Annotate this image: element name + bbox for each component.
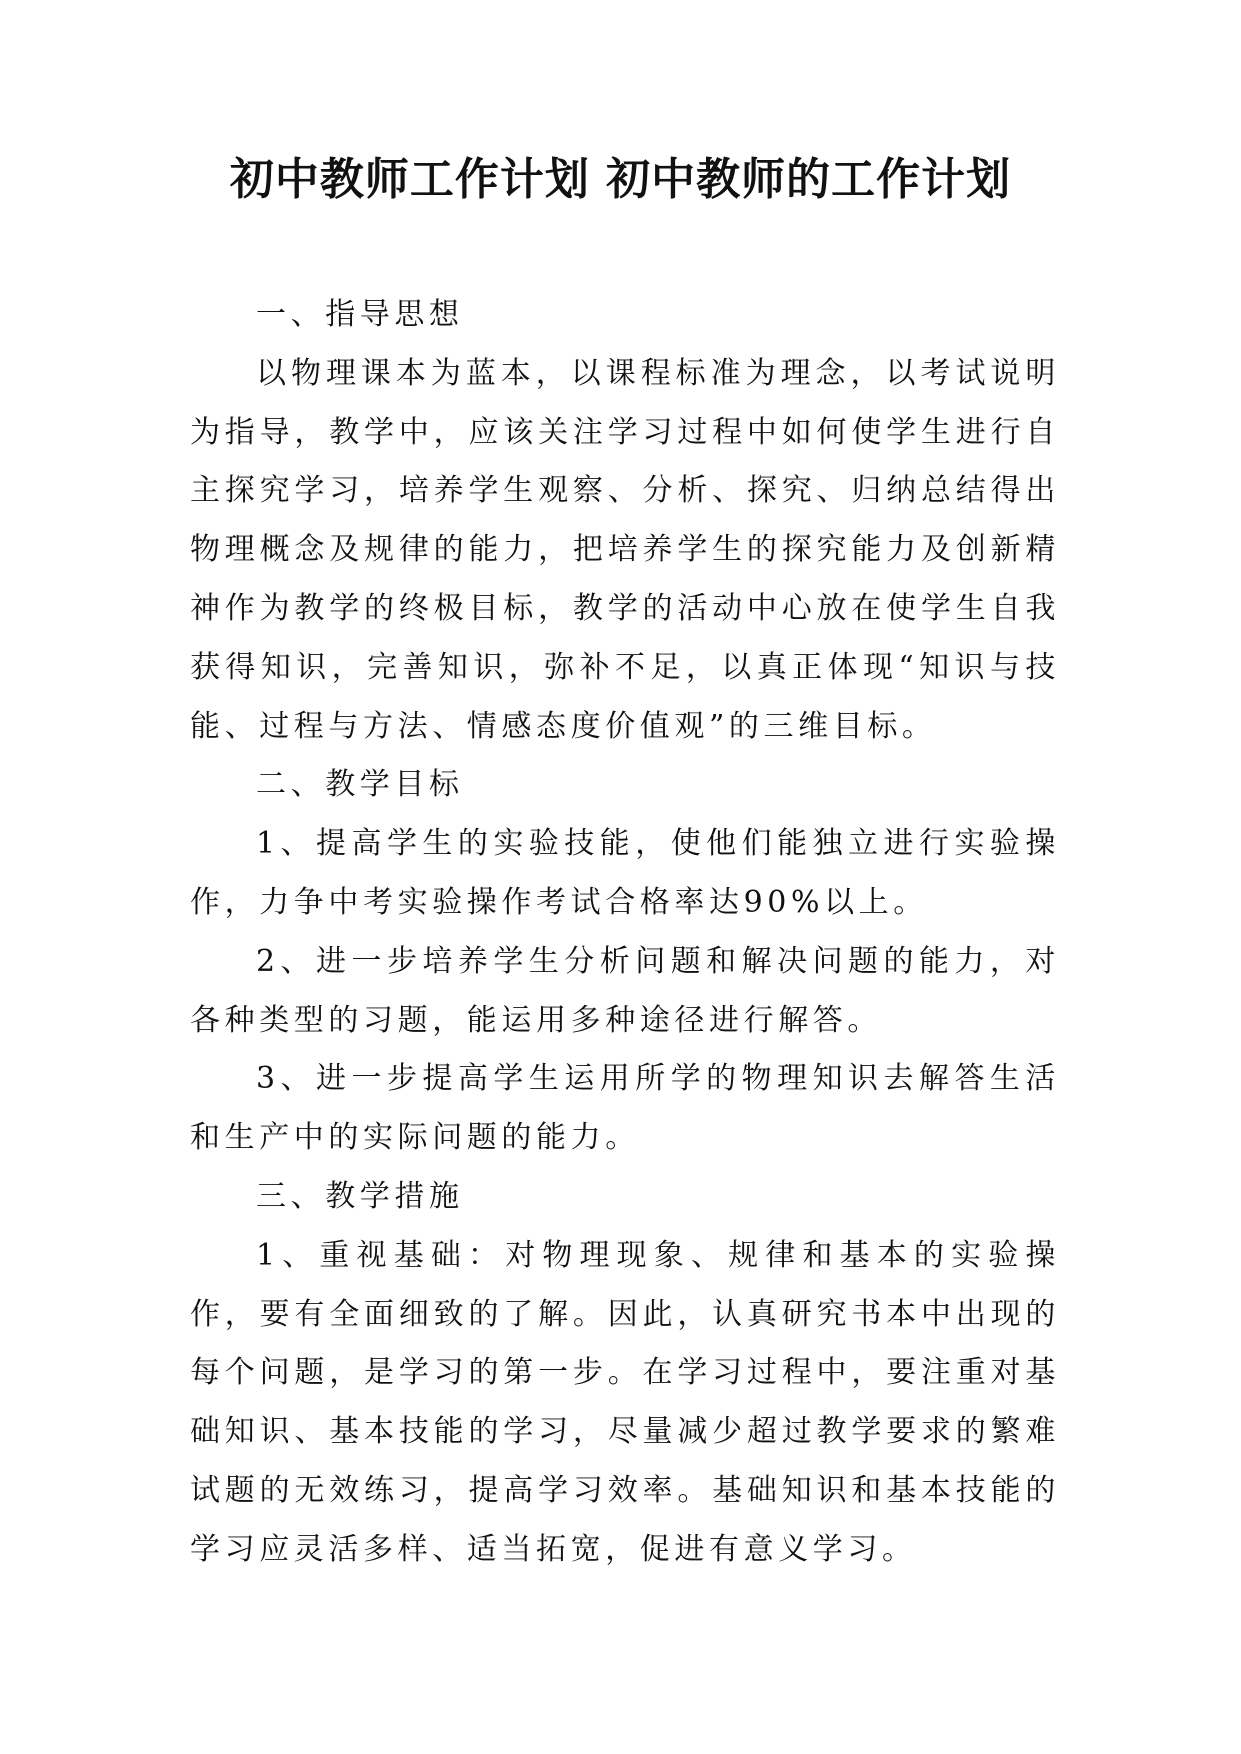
paragraph-goal-3: 3、进一步提高学生运用所学的物理知识去解答生活和生产中的实际问题的能力。 (190, 1061, 1060, 1156)
paragraph-measure-1: 1、重视基础：对物理现象、规律和基本的实验操作，要有全面细致的了解。因此，认真研究书本中出现的每个问题，是学习的第一步。在学习过程中，要注重对基础知识、基本技能的学习，尽量减少超过教学要求的繁难试题的无效练习，提高学习效率。基础知识和基本技能的学习应灵活多样、适当拓宽，促进有意义学习。 (190, 1237, 1060, 1567)
section-heading-teaching-measures: 三、教学措施 (256, 1178, 464, 1214)
paragraph-guiding-ideology: 以物理课本为蓝本，以课程标准为理念，以考试说明为指导，教学中，应该关注学习过程中如何使学生进行自主探究学习，培养学生观察、分析、探究、归纳总结得出物理概念及规律的能力，把培养学生的探究能力及创新精神作为教学的终极目标，教学的活动中心放在使学生自我获得知识，完善知识，弥补不足，以真正体现“知识与技能、过程与方法、情感态度价值观”的三维目标。 (190, 355, 1060, 744)
section-heading-guiding-ideology: 一、指导思想 (256, 297, 464, 332)
document-body (190, 286, 1060, 1580)
document-title: 初中教师工作计划 初中教师的工作计划 (229, 154, 1012, 205)
paragraph-goal-2: 2、进一步培养学生分析问题和解决问题的能力，对各种类型的习题，能运用多种途径进行解答。 (190, 943, 1060, 1038)
section-heading-teaching-goals: 二、教学目标 (256, 767, 464, 803)
paragraph-goal-1: 1、提高学生的实验技能，使他们能独立进行实验操作，力争中考实验操作考试合格率达90%以上。 (190, 826, 1060, 920)
